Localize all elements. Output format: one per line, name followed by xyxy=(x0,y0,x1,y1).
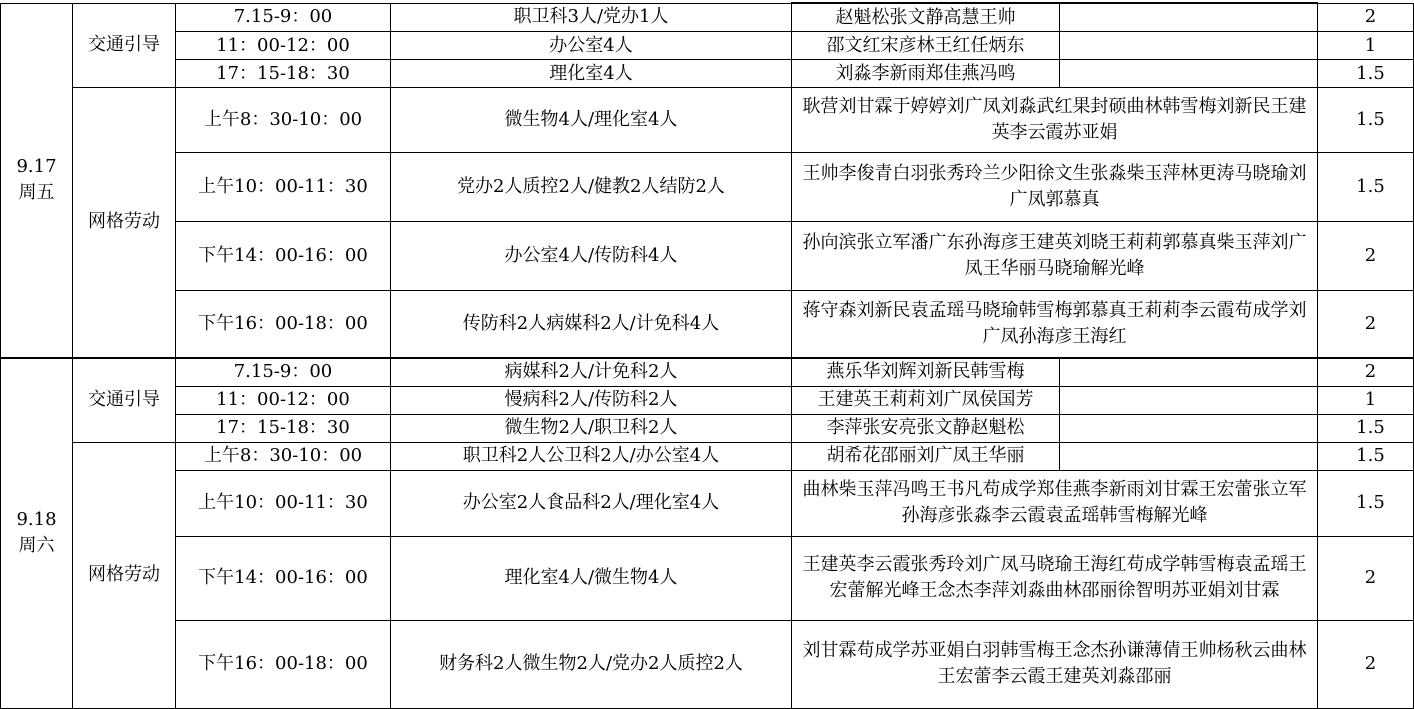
hours-value: 1.5 xyxy=(1318,153,1414,222)
schedule-body xyxy=(1,3,1414,708)
staff-names: 刘淼李新雨郑佳燕冯鸣 xyxy=(792,60,1060,88)
schedule-row xyxy=(1,386,1414,414)
time-slot: 下午16：00-18：00 xyxy=(176,620,391,708)
time-slot: 11：00-12：00 xyxy=(176,32,391,60)
department-assignment: 职卫科2人公卫科2人/办公室4人 xyxy=(391,442,792,470)
empty-cell xyxy=(1060,414,1318,442)
time-slot: 7.15-9：00 xyxy=(176,3,391,32)
hours-value: 1.5 xyxy=(1318,442,1414,470)
empty-cell xyxy=(1060,386,1318,414)
schedule-row xyxy=(1,470,1414,536)
schedule-table xyxy=(0,2,1414,709)
staff-names: 王帅李俊青白羽张秀玲兰少阳徐文生张淼柴玉萍林更涛马晓瑜刘广凤郭慕真 xyxy=(792,153,1318,222)
time-slot: 上午8：30-10：00 xyxy=(176,88,391,153)
hours-value: 1.5 xyxy=(1318,60,1414,88)
time-slot: 下午16：00-18：00 xyxy=(176,291,391,358)
staff-names: 耿营刘甘霖于婷婷刘广凤刘淼武红果封硕曲林韩雪梅刘新民王建英李云霞苏亚娟 xyxy=(792,88,1318,153)
staff-names: 蒋守森刘新民袁孟瑶马晓瑜韩雪梅郭慕真王莉莉李云霞苟成学刘广凤孙海彦王海红 xyxy=(792,291,1318,358)
time-slot: 上午10：00-11：30 xyxy=(176,470,391,536)
day-label: 9.18 周六 xyxy=(1,358,73,709)
hours-value: 1 xyxy=(1318,32,1414,60)
time-slot: 7.15-9：00 xyxy=(176,358,391,387)
schedule-row xyxy=(1,222,1414,291)
department-assignment: 微生物4人/理化室4人 xyxy=(391,88,792,153)
time-slot: 上午8：30-10：00 xyxy=(176,442,391,470)
time-slot: 下午14：00-16：00 xyxy=(176,536,391,620)
schedule-row xyxy=(1,620,1414,708)
hours-value: 1.5 xyxy=(1318,470,1414,536)
hours-value: 1.5 xyxy=(1318,414,1414,442)
department-assignment: 病媒科2人/计免科2人 xyxy=(391,358,792,387)
empty-cell xyxy=(1060,32,1318,60)
schedule-row xyxy=(1,536,1414,620)
staff-names: 曲林柴玉萍冯鸣王书凡苟成学郑佳燕李新雨刘甘霖王宏蕾张立军孙海彦张淼李云霞袁孟瑶韩雪梅解光峰 xyxy=(792,470,1318,536)
schedule-row xyxy=(1,291,1414,358)
department-assignment: 党办2人质控2人/健教2人结防2人 xyxy=(391,153,792,222)
time-slot: 17：15-18：30 xyxy=(176,60,391,88)
schedule-row xyxy=(1,32,1414,60)
staff-names: 邵文红宋彦林王红任炳东 xyxy=(792,32,1060,60)
department-assignment: 慢病科2人/传防科2人 xyxy=(391,386,792,414)
department-assignment: 财务科2人微生物2人/党办2人质控2人 xyxy=(391,620,792,708)
schedule-row xyxy=(1,88,1414,153)
hours-value: 1.5 xyxy=(1318,88,1414,153)
category-label: 交通引导 xyxy=(73,3,176,88)
staff-names: 王建英王莉莉刘广凤侯国芳 xyxy=(792,386,1060,414)
staff-names: 燕乐华刘辉刘新民韩雪梅 xyxy=(792,358,1060,387)
hours-value: 2 xyxy=(1318,358,1414,387)
hours-value: 2 xyxy=(1318,222,1414,291)
department-assignment: 微生物2人/职卫科2人 xyxy=(391,414,792,442)
department-assignment: 办公室2人食品科2人/理化室4人 xyxy=(391,470,792,536)
category-label: 网格劳动 xyxy=(73,442,176,708)
department-assignment: 理化室4人/微生物4人 xyxy=(391,536,792,620)
time-slot: 11：00-12：00 xyxy=(176,386,391,414)
schedule-row xyxy=(1,358,1414,387)
department-assignment: 办公室4人/传防科4人 xyxy=(391,222,792,291)
category-label: 交通引导 xyxy=(73,358,176,443)
schedule-row xyxy=(1,442,1414,470)
time-slot: 上午10：00-11：30 xyxy=(176,153,391,222)
time-slot: 下午14：00-16：00 xyxy=(176,222,391,291)
schedule-row xyxy=(1,60,1414,88)
staff-names: 孙向滨张立军潘广东孙海彦王建英刘晓王莉莉郭慕真柴玉萍刘广凤王华丽马晓瑜解光峰 xyxy=(792,222,1318,291)
day-label: 9.17 周五 xyxy=(1,3,73,358)
department-assignment: 办公室4人 xyxy=(391,32,792,60)
time-slot: 17：15-18：30 xyxy=(176,414,391,442)
hours-value: 2 xyxy=(1318,291,1414,358)
hours-value: 2 xyxy=(1318,3,1414,32)
staff-names: 李萍张安亮张文静赵魁松 xyxy=(792,414,1060,442)
empty-cell xyxy=(1060,442,1318,470)
empty-cell xyxy=(1060,60,1318,88)
empty-cell xyxy=(1060,3,1318,32)
hours-value: 2 xyxy=(1318,620,1414,708)
category-label: 网格劳动 xyxy=(73,88,176,358)
department-assignment: 理化室4人 xyxy=(391,60,792,88)
schedule-row xyxy=(1,153,1414,222)
schedule-sheet xyxy=(0,2,1414,709)
staff-names: 胡希花邵丽刘广凤王华丽 xyxy=(792,442,1060,470)
hours-value: 1 xyxy=(1318,386,1414,414)
hours-value: 2 xyxy=(1318,536,1414,620)
department-assignment: 传防科2人病媒科2人/计免科4人 xyxy=(391,291,792,358)
empty-cell xyxy=(1060,358,1318,387)
staff-names: 刘甘霖苟成学苏亚娟白羽韩雪梅王念杰孙谦薄倩王帅杨秋云曲林王宏蕾李云霞王建英刘淼邵丽 xyxy=(792,620,1318,708)
department-assignment: 职卫科3人/党办1人 xyxy=(391,3,792,32)
schedule-row xyxy=(1,3,1414,32)
staff-names: 赵魁松张文静高慧王帅 xyxy=(792,3,1060,32)
schedule-row xyxy=(1,414,1414,442)
staff-names: 王建英李云霞张秀玲刘广凤马晓瑜王海红苟成学韩雪梅袁孟瑶王宏蕾解光峰王念杰李萍刘淼曲林邵丽徐智明苏亚娟刘甘霖 xyxy=(792,536,1318,620)
